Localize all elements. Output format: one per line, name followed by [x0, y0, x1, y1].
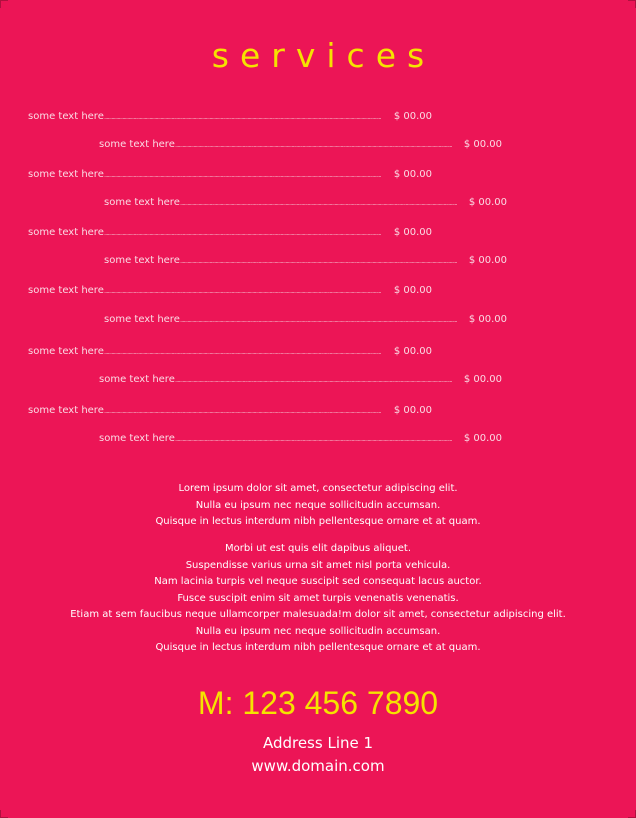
paragraph-line: Fusce suscipit enim sit amet turpis venenatis venenatis.: [177, 592, 459, 604]
service-label: some text here: [104, 197, 180, 208]
paragraph-line: Nulla eu ipsum nec neque sollicitudin accumsan.: [195, 499, 441, 511]
service-price: $ 00.00: [393, 346, 432, 357]
paragraph-line: Quisque in lectus interdum nibh pellentesque ornare et at quam.: [155, 642, 481, 653]
service-row: [28, 169, 432, 183]
service-row: [28, 346, 432, 360]
service-label: some text here: [99, 374, 175, 385]
leader-dots: ..................................................................................................................................................................................................................................: [103, 287, 381, 295]
service-row: [104, 314, 507, 328]
service-label: some text here: [28, 111, 104, 122]
leader-dots: ..................................................................................................................................................................................................................................: [174, 435, 452, 443]
service-row: [28, 405, 432, 419]
intro-paragraph: [0, 481, 636, 531]
service-row: [99, 139, 502, 153]
service-row: [99, 374, 502, 388]
leader-dots: ..................................................................................................................................................................................................................................: [179, 199, 457, 207]
service-label: some text here: [99, 139, 175, 150]
address-line: Address Line 1: [262, 734, 374, 752]
service-label: some text here: [28, 285, 104, 296]
service-label: some text here: [28, 227, 104, 238]
body-paragraph: [0, 541, 636, 657]
paragraph-line: Morbi ut est quis elit dapibus aliquet.: [224, 543, 412, 554]
service-label: some text here: [104, 255, 180, 266]
crop-mark-top-left: [0, 0, 1, 8]
paragraph-line: Lorem ipsum dolor sit amet, consectetur adipiscing elit.: [178, 483, 458, 494]
service-row: [99, 433, 502, 447]
page-title: services: [211, 36, 436, 75]
service-label: some text here: [28, 346, 104, 357]
crop-mark-top-left: [0, 0, 8, 1]
leader-dots: ..................................................................................................................................................................................................................................: [179, 316, 457, 324]
leader-dots: ..................................................................................................................................................................................................................................: [103, 229, 381, 237]
service-label: some text here: [104, 314, 180, 325]
service-label: some text here: [28, 169, 104, 180]
leader-dots: ..................................................................................................................................................................................................................................: [103, 113, 381, 121]
paragraph-line: Nam lacinia turpis vel neque suscipit sed consequat lacus auctor.: [154, 576, 482, 587]
service-price: $ 00.00: [463, 433, 502, 444]
service-price: $ 00.00: [393, 111, 432, 122]
service-row: [28, 111, 432, 125]
crop-mark-bottom-left: [0, 810, 1, 818]
phone-number: M: 123 456 7890: [197, 685, 439, 721]
leader-dots: ..................................................................................................................................................................................................................................: [174, 141, 452, 149]
leader-dots: ..................................................................................................................................................................................................................................: [103, 407, 381, 415]
service-price: $ 00.00: [468, 255, 507, 266]
service-price: $ 00.00: [468, 197, 507, 208]
service-row: [28, 285, 432, 299]
website-url: www.domain.com: [251, 757, 385, 775]
service-price: $ 00.00: [463, 139, 502, 150]
paragraph-line: Nulla eu ipsum nec neque sollicitudin accumsan.: [195, 625, 441, 637]
leader-dots: ..................................................................................................................................................................................................................................: [174, 376, 452, 384]
service-label: some text here: [28, 405, 104, 416]
service-label: some text here: [99, 433, 175, 444]
leader-dots: ..................................................................................................................................................................................................................................: [103, 348, 381, 356]
paragraph-line: Quisque in lectus interdum nibh pellentesque ornare et at quam.: [155, 516, 481, 527]
leader-dots: ..................................................................................................................................................................................................................................: [103, 171, 381, 179]
leader-dots: ..................................................................................................................................................................................................................................: [179, 257, 457, 265]
service-row: [28, 227, 432, 241]
service-price: $ 00.00: [463, 374, 502, 385]
service-price: $ 00.00: [393, 285, 432, 296]
service-row: [104, 255, 507, 269]
paragraph-line: Etiam at sem faucibus neque ullamcorper malesuada!m dolor sit amet, consectetur adipiscing elit.: [70, 609, 566, 620]
service-price: $ 00.00: [393, 405, 432, 416]
service-row: [104, 197, 507, 211]
service-price: $ 00.00: [393, 227, 432, 238]
paragraph-line: Suspendisse varius urna sit amet nisl porta vehicula.: [185, 559, 451, 571]
service-price: $ 00.00: [468, 314, 507, 325]
service-price: $ 00.00: [393, 169, 432, 180]
